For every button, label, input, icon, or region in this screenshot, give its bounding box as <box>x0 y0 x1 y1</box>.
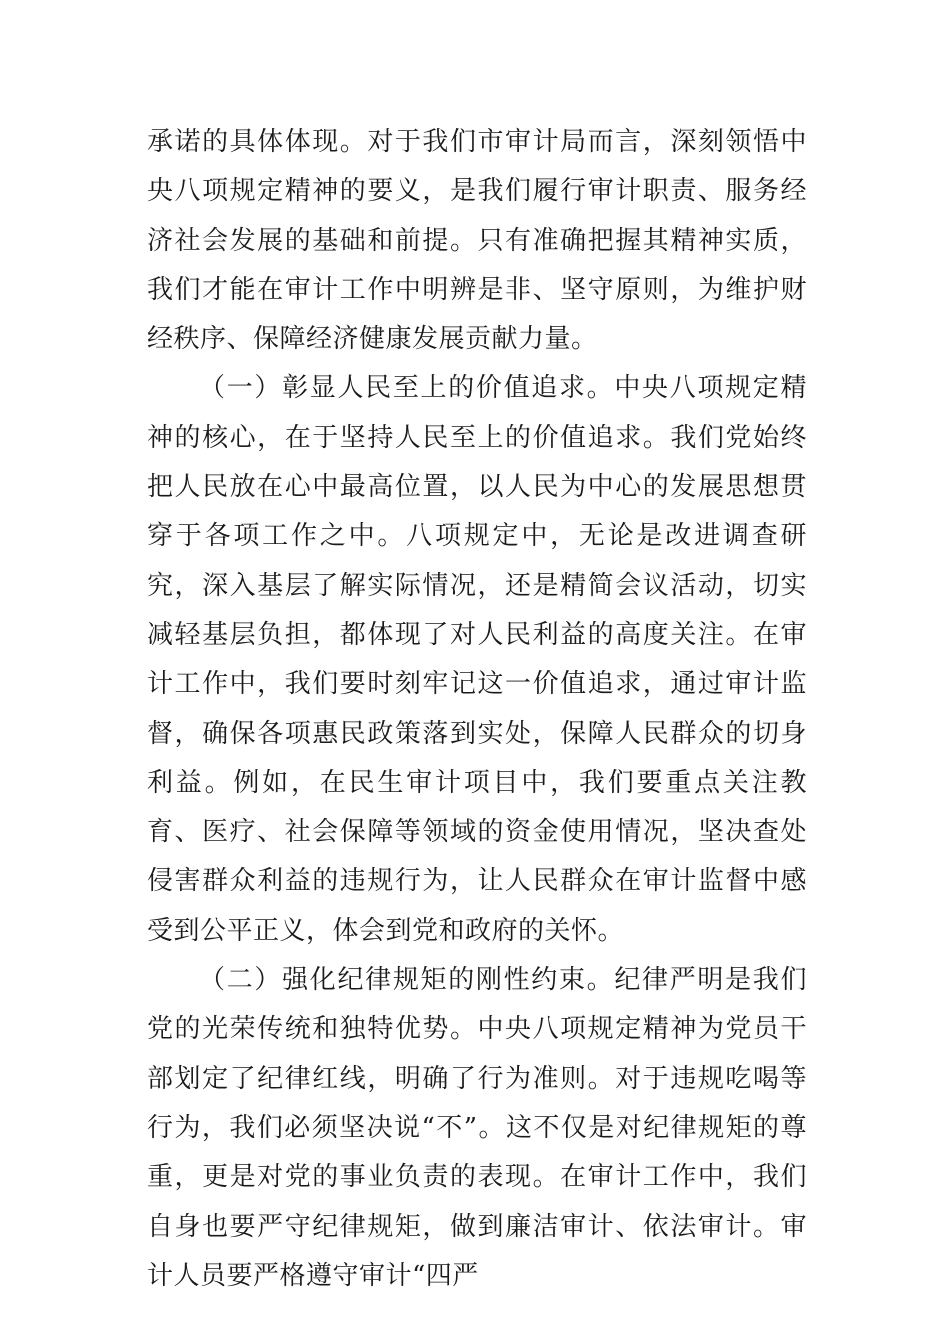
paragraph-section-two: （二）强化纪律规矩的刚性约束。纪律严明是我们党的光荣传统和独特优势。中央八项规定精神为党员干部划定了纪律红线，明确了行为准则。对于违规吃喝等行为，我们必须坚决说“不”。这不仅是对纪律规矩的尊重，更是对党的事业负责的表现。在审计工作中，我们自身也要严守纪律规矩，做到廉洁审计、依法审计。审计人员要严格遵守审计“四严 <box>147 965 807 1291</box>
paragraph-section-one: （一）彰显人民至上的价值追求。中央八项规定精神的核心，在于坚持人民至上的价值追求。我们党始终把人民放在心中最高位置，以人民为中心的发展思想贯穿于各项工作之中。八项规定中，无论是改进调查研究，深入基层了解实际情况，还是精简会议活动，切实减轻基层负担，都体现了对人民利益的高度关注。在审计工作中，我们要时刻牢记这一价值追求，通过审计监督，确保各项惠民政策落到实处，保障人民群众的切身利益。例如，在民生审计项目中，我们要重点关注教育、医疗、社会保障等领域的资金使用情况，坚决查处侵害群众利益的违规行为，让人民群众在审计监督中感受到公平正义，体会到党和政府的关怀。 <box>147 373 807 946</box>
paragraph-continuation: 承诺的具体体现。对于我们市审计局而言，深刻领悟中央八项规定精神的要义，是我们履行审计职责、服务经济社会发展的基础和前提。只有准确把握其精神实质，我们才能在审计工作中明辨是非、坚守原则，为维护财经秩序、保障经济健康发展贡献力量。 <box>147 127 807 355</box>
body-text <box>147 118 807 1301</box>
